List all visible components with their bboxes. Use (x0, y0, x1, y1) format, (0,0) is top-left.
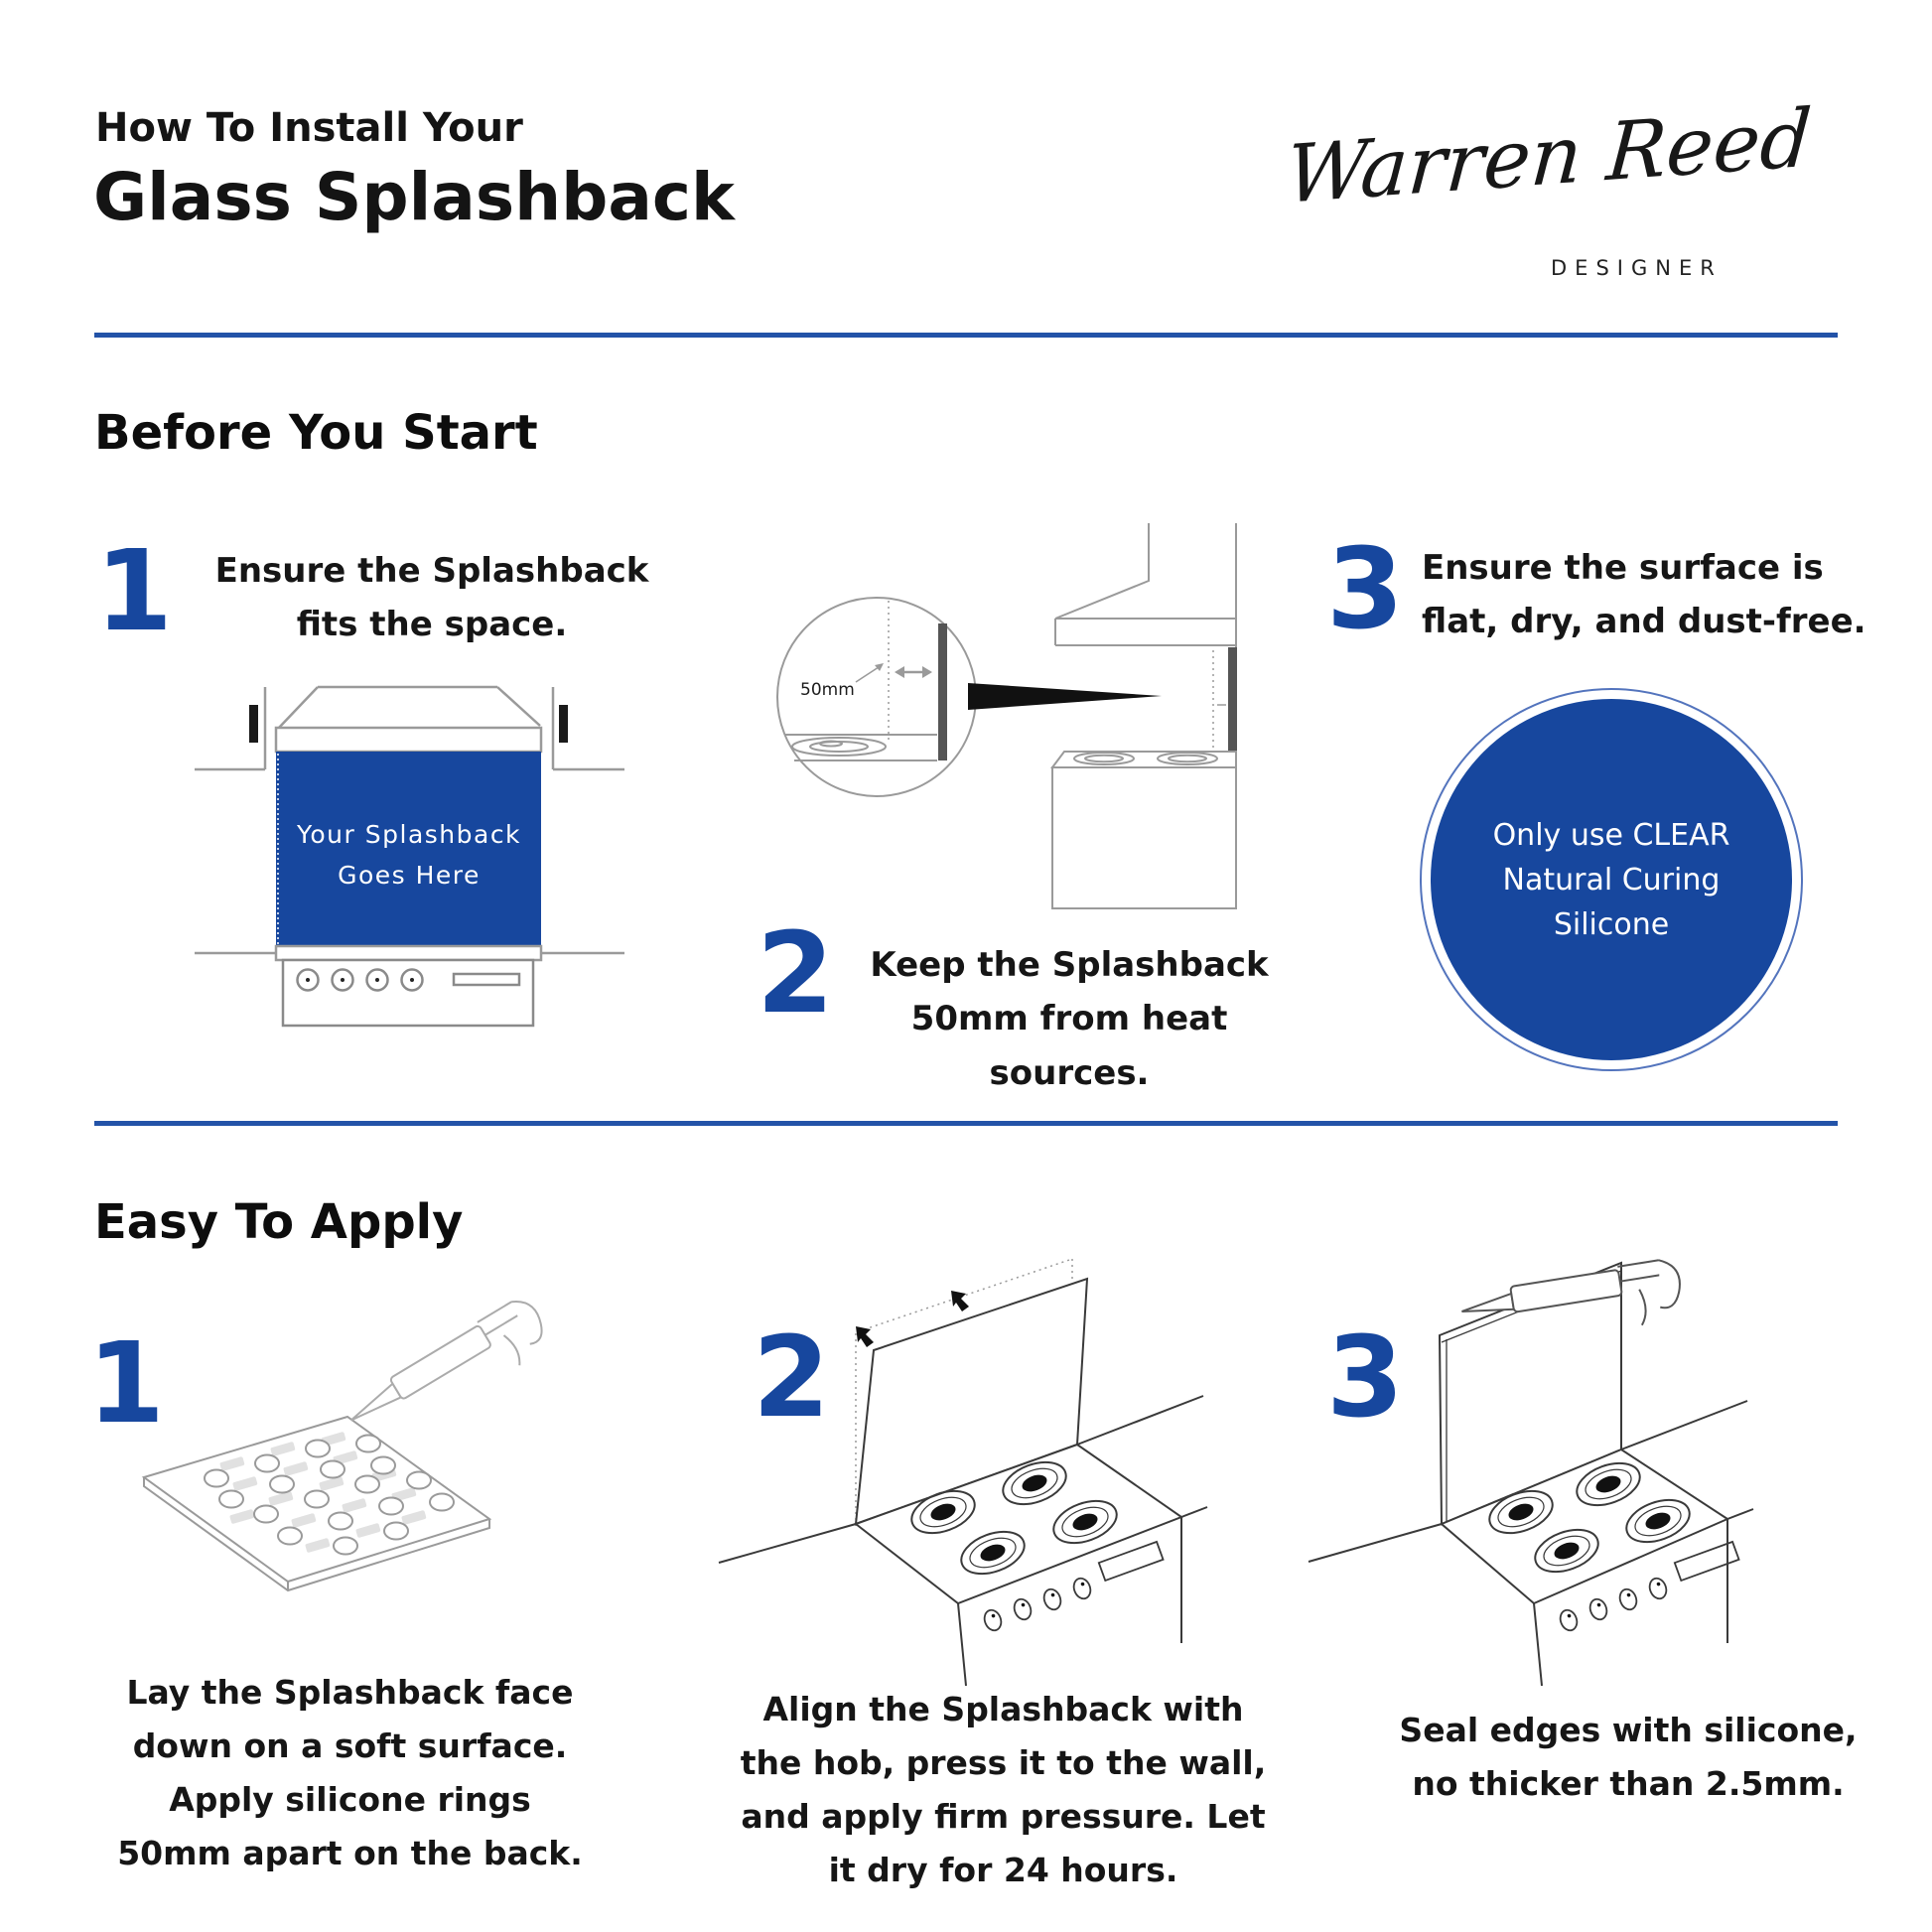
section-title-apply: Easy To Apply (94, 1194, 464, 1250)
apply-step2-line3: and apply firm pressure. Let (741, 1797, 1266, 1837)
diagram-heat-clearance (777, 523, 1237, 908)
side-view-kitchen (1052, 523, 1237, 908)
before-step2-line2: 50mm from heat (910, 999, 1228, 1039)
caulk-gun-icon (342, 1294, 556, 1454)
splashback-edge (938, 623, 947, 760)
apply-step1-line3: Apply silicone rings (169, 1780, 531, 1820)
stove-front-icon (283, 960, 533, 1026)
brand-logo (1283, 91, 1842, 221)
logo-signature: Warren Reed (1283, 91, 1815, 221)
before-step3-number: 3 (1326, 525, 1404, 654)
page-title-line2: Glass Splashback (93, 159, 735, 235)
before-step3-line1: Ensure the surface is (1422, 548, 1824, 588)
apply-step1-line2: down on a soft surface. (132, 1726, 568, 1766)
apply-step2-caption (683, 1683, 1323, 1897)
apply-step3-caption (1350, 1704, 1906, 1811)
apply-step1-number: 1 (87, 1319, 165, 1449)
apply-step3-line2: no thicker than 2.5mm. (1412, 1764, 1845, 1804)
apply-step1-line4: 50mm apart on the back. (117, 1834, 583, 1873)
page-title-line1: How To Install Your (95, 105, 523, 151)
before-step2-line3: sources. (989, 1052, 1150, 1093)
splashback-area-label (284, 814, 534, 897)
before-step1-text (204, 544, 660, 652)
before-step1-number: 1 (95, 527, 173, 656)
splashback-label-line1: Your Splashback (296, 820, 522, 849)
note-line2: Natural Curing (1502, 862, 1721, 897)
cooker-hood-icon (276, 687, 541, 752)
note-ring (1420, 688, 1803, 1071)
before-step2-number: 2 (757, 909, 834, 1038)
left-bracket-tick (249, 705, 258, 743)
section-divider-top (94, 333, 1838, 338)
apply-step2-number: 2 (753, 1313, 830, 1443)
apply-step3-number: 3 (1326, 1313, 1404, 1443)
apply-step2-line1: Align the Splashback with (762, 1690, 1244, 1728)
apply-step2-line4: it dry for 24 hours. (828, 1851, 1178, 1890)
callout-wedge (968, 683, 1162, 710)
gap-dimension-label: 50mm (800, 680, 855, 700)
logo-subtitle: DESIGNER (1551, 256, 1723, 280)
before-step2-text (856, 938, 1283, 1100)
apply-step1-line1: Lay the Splashback face (126, 1673, 574, 1712)
apply-step1-caption (79, 1666, 621, 1880)
before-step3-text (1422, 541, 1918, 649)
note-circle (1431, 699, 1792, 1060)
section-divider-middle (94, 1121, 1838, 1126)
silicone-note-badge (1420, 688, 1803, 1071)
note-line1: Only use CLEAR (1492, 817, 1730, 853)
splashback-label-line2: Goes Here (338, 861, 481, 891)
before-step1-line1: Ensure the Splashback (214, 551, 649, 591)
before-step1-line2: fits the space. (296, 605, 568, 645)
before-step3-line2: flat, dry, and dust-free. (1422, 602, 1866, 642)
diagram-apply-rings (144, 1294, 555, 1590)
before-step2-line1: Keep the Splashback (870, 945, 1269, 985)
section-title-before: Before You Start (94, 405, 538, 461)
apply-step2-line2: the hob, press it to the wall, (740, 1743, 1267, 1783)
apply-step3-line1: Seal edges with silicone, (1399, 1711, 1858, 1749)
note-line3: Silicone (1553, 906, 1670, 942)
right-bracket-tick (559, 705, 568, 743)
